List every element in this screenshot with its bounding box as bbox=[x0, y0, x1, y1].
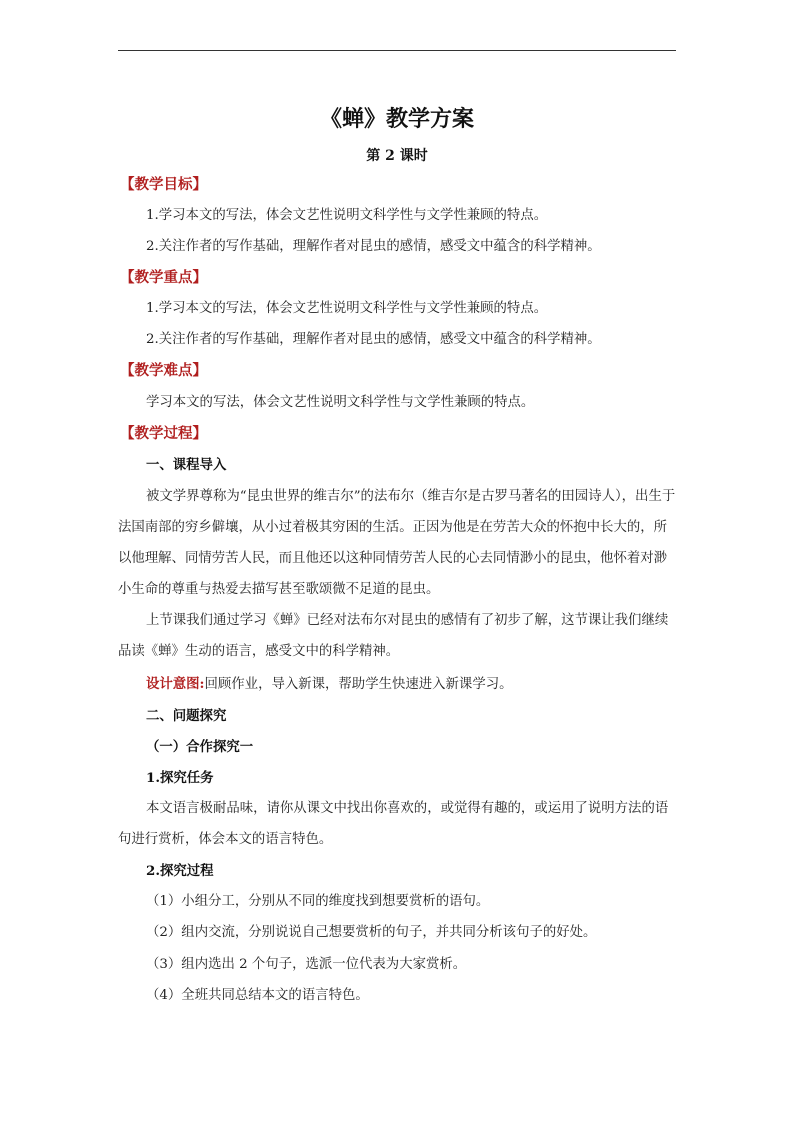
intro-paragraph-2: 上节课我们通过学习《蝉》已经对法布尔对昆虫的感情有了初步了解，这节课让我们继续品读《蝉》生动的语言，感受文中的科学精神。 bbox=[118, 613, 669, 659]
section-heading-key-points: 【教学重点】 bbox=[120, 269, 207, 286]
objective-item: 1.学习本文的写法，体会文艺性说明文科学性与文学性兼顾的特点。 bbox=[146, 208, 548, 223]
section-heading-objectives: 【教学目标】 bbox=[120, 176, 207, 193]
design-intent-text: 回顾作业，导入新课，帮助学生快速进入新课学习。 bbox=[204, 677, 513, 692]
design-intent-label: 设计意图: bbox=[146, 676, 205, 692]
difficulty-item: 学习本文的写法，体会文艺性说明文科学性与文学性兼顾的特点。 bbox=[146, 395, 535, 410]
section-heading-difficulties: 【教学难点】 bbox=[120, 362, 207, 379]
process-step: （4）全班共同总结本文的语言特色。 bbox=[146, 988, 369, 1003]
part1-heading: 一、课程导入 bbox=[146, 457, 227, 473]
process-heading: 2.探究过程 bbox=[146, 863, 214, 879]
header-rule bbox=[118, 50, 676, 51]
design-intent bbox=[118, 674, 704, 695]
lesson-period: 第 2 课时 bbox=[366, 148, 428, 164]
objective-item: 2.关注作者的写作基础，理解作者对昆虫的感情，感受文中蕴含的科学精神。 bbox=[146, 239, 601, 254]
intro-paragraph: 被文学界尊称为“昆虫世界的维吉尔”的法布尔（维吉尔是古罗马著名的田园诗人），出生于法国南部的穷乡僻壤，从小过着极其穷困的生活。正因为他是在劳苦大众的怀抱中长大的，所以他理解、同情劳苦人民，而且他还以这种同情劳苦人民的心去同情渺小的昆虫，他怀着对渺小生命的尊重与热爱去描写甚至歌颂微不足道的昆虫。 bbox=[118, 489, 676, 597]
process-step: （3）组内选出 2 个句子，选派一位代表为大家赏析。 bbox=[146, 957, 467, 972]
subsection-heading: （一）合作探究一 bbox=[146, 739, 254, 755]
key-point-item: 1.学习本文的写法，体会文艺性说明文科学性与文学性兼顾的特点。 bbox=[146, 301, 548, 316]
task-paragraph: 本文语言极耐品味，请你从课文中找出你喜欢的，或觉得有趣的，或运用了说明方法的语句进行赏析，体会本文的语言特色。 bbox=[118, 801, 669, 847]
process-step: （2）组内交流，分别说说自己想要赏析的句子，并共同分析该句子的好处。 bbox=[146, 925, 597, 940]
process-step: （1）小组分工，分别从不同的维度找到想要赏析的语句。 bbox=[146, 894, 490, 909]
page-title: 《蝉》教学方案 bbox=[319, 106, 474, 132]
section-heading-process: 【教学过程】 bbox=[120, 425, 207, 442]
task-heading: 1.探究任务 bbox=[146, 770, 214, 786]
key-point-item: 2.关注作者的写作基础，理解作者对昆虫的感情，感受文中蕴含的科学精神。 bbox=[146, 332, 601, 347]
part2-heading: 二、问题探究 bbox=[146, 708, 227, 724]
